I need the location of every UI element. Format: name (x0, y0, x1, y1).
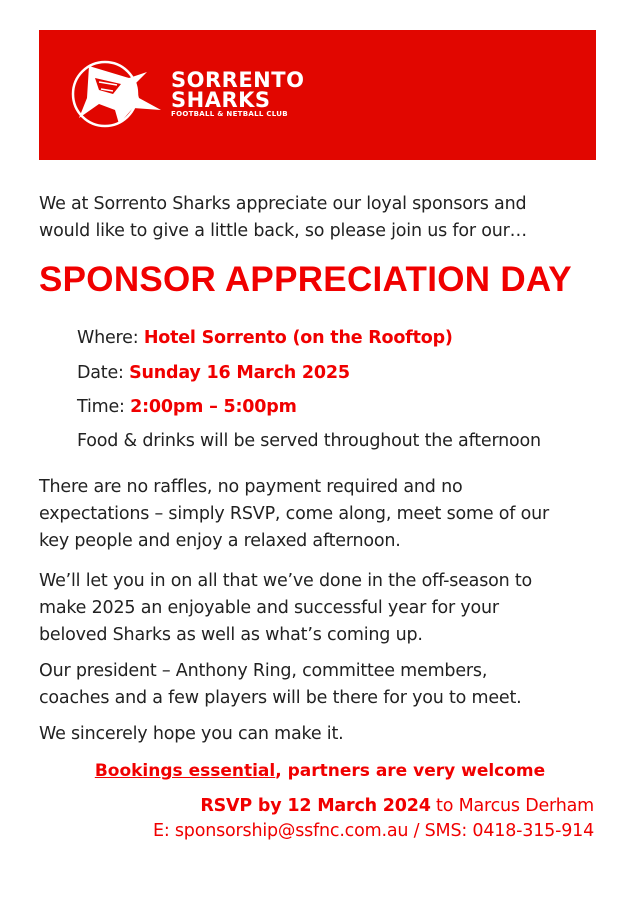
line: beloved Sharks as well as what’s coming up. (39, 625, 423, 645)
where-label: Where: (77, 328, 144, 348)
bookings-note (0, 758, 640, 785)
line: We’ll let you in on all that we’ve done in the off-season to (39, 571, 533, 591)
bookings-rest: , partners are very welcome (275, 761, 546, 781)
paragraph-1 (39, 474, 609, 555)
date-value: Sunday 16 March 2025 (129, 363, 350, 383)
where-value: Hotel Sorrento (on the Rooftop) (143, 328, 453, 348)
time-value: 2:00pm – 5:00pm (130, 397, 297, 417)
logo-line-3: FOOTBALL & NETBALL CLUB (171, 110, 288, 118)
line: We sincerely hope you can make it. (39, 724, 344, 744)
rsvp-line (200, 794, 594, 819)
paragraph-4 (39, 721, 609, 748)
bookings-essential: Bookings essential (94, 761, 276, 781)
detail-where (77, 325, 453, 352)
detail-food: Food & drinks will be served throughout the afternoon (77, 431, 541, 451)
detail-date (77, 360, 350, 387)
shark-logo-icon (69, 58, 165, 130)
line: coaches and a few players will be there for you to meet. (39, 688, 522, 708)
time-label: Time: (77, 397, 131, 417)
intro-line: would like to give a little back, so please join us for our… (39, 221, 527, 241)
paragraph-2 (39, 568, 609, 649)
intro-line: We at Sorrento Sharks appreciate our loyal sponsors and (39, 194, 527, 214)
line: make 2025 an enjoyable and successful year for your (39, 598, 499, 618)
contact-line: E: sponsorship@ssfnc.com.au / SMS: 0418-315-914 (152, 821, 594, 841)
event-title: SPONSOR APPRECIATION DAY (39, 260, 572, 299)
rsvp-deadline: RSVP by 12 March 2024 (200, 796, 431, 816)
date-label: Date: (77, 363, 130, 383)
paragraph-3 (39, 658, 609, 712)
rsvp-contact-name: to Marcus Derham (430, 796, 594, 816)
detail-time (77, 394, 297, 421)
line: Our president – Anthony Ring, committee members, (39, 661, 488, 681)
line: expectations – simply RSVP, come along, meet some of our (39, 504, 549, 524)
intro-paragraph (39, 191, 609, 245)
logo-line-1: SORRENTO (171, 68, 305, 92)
logo-line-2: SHARKS (171, 88, 271, 112)
line: There are no raffles, no payment required and no (39, 477, 463, 497)
line: key people and enjoy a relaxed afternoon. (39, 531, 401, 551)
header-banner (39, 30, 596, 160)
logo-wordmark (171, 70, 304, 119)
